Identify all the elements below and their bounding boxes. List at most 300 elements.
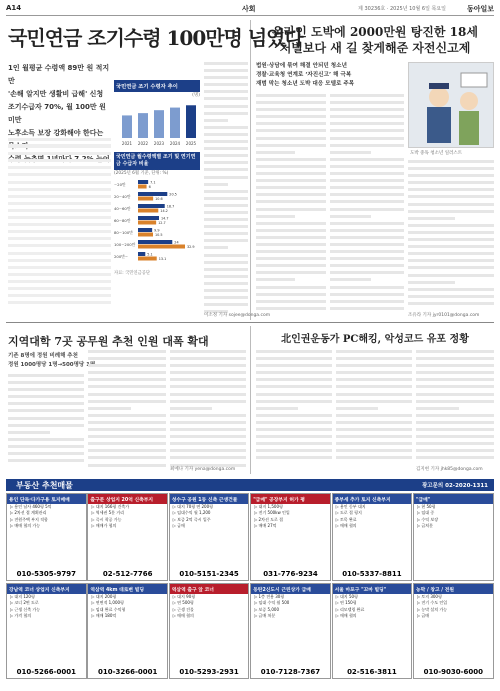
text-line (330, 264, 404, 271)
text-line (336, 435, 412, 442)
text-line (256, 271, 326, 278)
ad-title: 출구문 상업지 20억 신축부지 (88, 494, 167, 504)
text-line (204, 161, 248, 168)
text-line (330, 257, 404, 264)
ads-banner (6, 479, 494, 491)
text-line (256, 222, 326, 229)
ad-line: ▷ 도로 접 평지 (335, 510, 362, 516)
chart-bar (154, 110, 164, 138)
ad-card[interactable] (87, 493, 168, 581)
text-line (256, 449, 332, 456)
ad-phone[interactable]: 010-5305-9797 (16, 570, 76, 578)
ad-card[interactable] (169, 493, 250, 581)
text-line (204, 147, 248, 154)
ad-line: ▷ 보증 5,000 (254, 606, 279, 612)
text-line (204, 97, 248, 104)
article2-body-col3 (408, 160, 494, 310)
ad-line: ▷ 코너 2면 도로 (10, 600, 39, 606)
ad-phone[interactable]: 010-5266-0001 (16, 668, 76, 676)
text-line (8, 409, 84, 416)
ad-line: ▷ 임대수익 월 1,200 (172, 510, 211, 516)
ad-line: ▷ 매매 협의 (172, 613, 194, 619)
ad-line: ▷ 매매 180억 (91, 613, 117, 619)
text-line (416, 428, 494, 435)
ad-title: 서울 마포구 "꼬마 빌딩" (333, 584, 412, 594)
text-line (256, 307, 326, 314)
ad-line: ▷ 급매 (172, 523, 185, 529)
text-line (256, 350, 332, 357)
chart-bar (138, 233, 153, 237)
text-line (8, 424, 84, 431)
ad-phone[interactable]: 010-9030-6000 (423, 668, 483, 676)
chart-data-label: 14.7 (161, 216, 169, 221)
text-line (88, 407, 131, 414)
chart-tick-label: 2022 (137, 141, 149, 146)
text-line (256, 229, 326, 236)
text-line (256, 414, 332, 421)
chart-bar (138, 197, 153, 201)
lead-line: 1인 월평균 수령액 89만 원 적지만 (8, 64, 110, 85)
text-line (408, 224, 494, 231)
text-line (256, 264, 326, 271)
ad-line: ▷ 급매 처분 (254, 613, 276, 619)
text-line (416, 456, 494, 463)
text-line (8, 388, 84, 395)
ad-card[interactable] (250, 493, 331, 581)
ad-phone[interactable]: 02-516-3811 (347, 668, 397, 676)
text-line (256, 442, 332, 449)
text-line (256, 364, 332, 371)
ad-title: 용인 단독·다가구용 토지매매 (7, 494, 86, 504)
text-line (408, 259, 494, 266)
article3-body-col2 (336, 350, 412, 470)
ad-card[interactable] (413, 583, 494, 679)
text-line (416, 357, 494, 364)
text-line (204, 204, 248, 211)
text-line (204, 133, 248, 140)
text-line (336, 350, 412, 357)
text-line (170, 400, 246, 407)
chart-bar (122, 115, 132, 138)
ad-card[interactable] (6, 583, 87, 679)
article4-body (8, 374, 84, 472)
article4-sub (8, 352, 95, 370)
chart-data-label: 13.1 (158, 257, 167, 261)
text-line (170, 350, 246, 357)
ad-title: 동탄2신도시 근린상가 급매 (251, 584, 330, 594)
text-line (8, 445, 84, 452)
chart-source: 자료: 국민연금공단 (114, 271, 151, 276)
text-line (416, 407, 459, 414)
text-line (336, 456, 412, 463)
text-line (204, 303, 248, 310)
text-line (88, 435, 166, 442)
ad-line: ▷ 연 500평 (172, 600, 194, 606)
sub-line: 경찰·교육청 연계로 ‘자진신고’ 해 극복 (256, 72, 352, 78)
text-line (336, 449, 412, 456)
ad-line: ▷ 대지 1,500평 (254, 504, 283, 509)
chart-bar (138, 113, 148, 138)
text-line (256, 122, 326, 129)
text-line (88, 449, 166, 456)
text-line (88, 400, 166, 407)
text-line (416, 371, 494, 378)
ad-line: ▷ 매매 협의 (335, 613, 357, 619)
text-line (8, 395, 84, 402)
headline-line: 처벌보다 새 길 찾게해준 자전신고제 (279, 41, 471, 55)
text-line (88, 421, 166, 428)
text-line (256, 186, 326, 193)
chart-data-label: 9.9 (154, 228, 160, 233)
ad-phone[interactable]: 010-5293-2931 (179, 668, 239, 676)
text-line (408, 252, 494, 259)
ad-line: ▷ 역세권 5분 거리 (91, 510, 125, 516)
ad-card[interactable] (6, 493, 87, 581)
text-line (8, 438, 84, 445)
text-line (330, 236, 404, 243)
byline: 이소정 기자 sojee@donga.com (204, 313, 271, 318)
text-line (204, 225, 248, 232)
text-line (88, 393, 166, 400)
chart-data-label: 14.2 (160, 209, 168, 213)
text-line (256, 215, 295, 222)
article3-body-col3 (416, 350, 494, 470)
text-line (336, 385, 412, 392)
text-line (88, 357, 166, 364)
sub-line: 정원 1000명당 1명→500명당 1명 (8, 362, 96, 368)
ad-line: ▷ 보증 2억 즉시 입주 (172, 516, 211, 522)
ad-line: ▷ 임대 완료 수익형 (91, 606, 126, 612)
ad-line: ▷ 대지 50평 (335, 594, 358, 599)
ad-line: ▷ 전원주택 부지 적합 (10, 516, 48, 522)
chart-tick-label: 2024 (169, 141, 181, 146)
text-line (170, 371, 246, 378)
lead-line: '손해 알지만 생활비 급해' 신청 (8, 90, 104, 98)
text-line (204, 246, 228, 253)
text-line (170, 428, 246, 435)
text-line (330, 144, 404, 151)
text-line (88, 364, 166, 371)
ad-phone[interactable]: 010-5337-8811 (342, 570, 402, 578)
chart-data-label: 7.1 (150, 180, 156, 185)
ad-phone[interactable]: 031-776-9234 (263, 570, 318, 578)
text-line (204, 190, 248, 197)
text-line (408, 245, 494, 252)
page-number: A14 (6, 4, 22, 12)
text-line (256, 400, 332, 407)
text-line (88, 385, 166, 392)
text-line (256, 137, 326, 144)
ad-line: ▷ 대지 200평 (91, 594, 117, 599)
text-line (204, 83, 248, 90)
text-line (170, 442, 246, 449)
lead-line: 조기수급자 70%, 월 100만 원 미만 (8, 103, 106, 124)
column-divider (250, 20, 251, 320)
text-line (416, 350, 494, 357)
text-line (170, 414, 246, 421)
ad-phone[interactable]: 010-5151-2345 (179, 570, 239, 578)
text-line (88, 428, 166, 435)
chart-tick-label: 20~40만 (114, 194, 131, 199)
ad-line: ▷ 현 50평 (417, 504, 436, 509)
text-line (330, 293, 404, 300)
text-line (204, 168, 248, 175)
chart-data-label: 10.6 (155, 197, 163, 201)
text-line (256, 456, 332, 463)
text-line (408, 288, 494, 295)
text-line (330, 307, 404, 314)
text-line (330, 222, 404, 229)
ad-phone[interactable]: 010-3266-0001 (97, 668, 158, 676)
chart-unit: (명) (192, 93, 200, 98)
column-divider-lower (250, 326, 251, 474)
text-line (204, 183, 228, 190)
chart-bar (138, 221, 156, 225)
text-line (256, 407, 298, 414)
text-line (408, 295, 494, 302)
ad-title: 역삼역 4km 대로변 빌딩 (88, 584, 167, 594)
chart-tick-label: 60~80만 (114, 218, 131, 223)
text-line (408, 160, 494, 167)
text-line (330, 122, 404, 129)
text-line (170, 449, 246, 456)
chart-bar (138, 216, 159, 220)
chart-bar (138, 240, 172, 244)
text-line (204, 218, 248, 225)
ad-card[interactable] (413, 493, 494, 581)
text-line (336, 414, 412, 421)
chart-tick-label: 2021 (121, 141, 133, 146)
article4-headline: 지역대학 7곳 공무원 추천 인원 대폭 확대 (8, 335, 209, 348)
byline2: 조유라 기자 jyr0101@donga.com (408, 313, 480, 318)
text-line (256, 250, 326, 257)
article4-body-col2 (88, 350, 166, 472)
text-line (336, 371, 412, 378)
text-line (330, 193, 404, 200)
chart-bar (138, 209, 158, 213)
text-line (408, 181, 494, 188)
text-line (408, 302, 494, 309)
text-line (204, 90, 248, 97)
ad-line: ▷ 전기 수도 인입 (417, 600, 448, 606)
text-line (330, 229, 404, 236)
chart2-unit: (2025년 6월 기준, 단위: %) (114, 171, 169, 176)
ad-line: ▷ 급매 (417, 613, 430, 619)
text-line (256, 101, 326, 108)
ad-line: ▷ 토목 완료 (335, 516, 357, 522)
ad-line: ▷ 전기 500kw 인입 (254, 510, 290, 516)
chart-tick-label: 100~200만 (114, 242, 136, 247)
text-line (204, 105, 248, 112)
chart-bar (138, 252, 145, 256)
text-line (204, 268, 248, 275)
text-line (256, 243, 326, 250)
text-line (330, 208, 404, 215)
text-line (204, 62, 248, 69)
ad-line: ▷ 매매 27억 (254, 523, 277, 529)
ad-line: ▷ 임대 중 (417, 510, 435, 516)
text-line (416, 435, 494, 442)
ad-line: ▷ 용인 남사 460평 5억 (10, 504, 52, 509)
ad-title: 농막 / 창고 / 전원 (414, 584, 493, 594)
text-line (416, 449, 494, 456)
section-title: 사회 (242, 5, 256, 13)
chart-title: 국민연금 조기 수령자 추이 (114, 80, 200, 92)
ad-line: ▷ 급처분 (417, 523, 433, 529)
text-line (330, 101, 404, 108)
text-line (256, 115, 326, 122)
text-line (256, 94, 326, 101)
ad-line: ▷ 임대 수익 월 500 (254, 600, 290, 606)
text-line (336, 421, 412, 428)
text-line (330, 151, 371, 158)
ads-contact: 광고문의 02-2020-1311 (421, 483, 488, 489)
ad-line: ▷ 가격 협의 (10, 613, 32, 619)
illustration-caption: 도박 중독 청소년 일러스트 (410, 151, 463, 156)
text-line (204, 197, 248, 204)
text-line (204, 126, 248, 133)
ad-card[interactable] (169, 583, 250, 679)
ad-card[interactable] (332, 583, 413, 679)
ad-line: ▷ 대지 70평 연 200평 (172, 504, 214, 509)
text-line (170, 435, 246, 442)
text-line (8, 459, 84, 466)
ad-line: ▷ 매매 협의 가능 (10, 523, 41, 529)
byline3: 김지현 기자 jhk85@donga.com (416, 467, 483, 472)
ad-title: "급매" 공장부지 허가 평 (251, 494, 330, 504)
chart-data-label: 20.5 (169, 192, 177, 197)
text-line (256, 293, 326, 300)
text-line (88, 414, 166, 421)
text-line (170, 357, 246, 364)
officer-illustration (409, 63, 494, 148)
text-line (170, 364, 246, 371)
text-line (330, 300, 404, 307)
text-line (408, 274, 494, 281)
text-line (8, 417, 84, 424)
ad-card[interactable] (332, 493, 413, 581)
text-line (204, 69, 248, 76)
text-line (330, 179, 404, 186)
text-line (330, 250, 404, 257)
sub-line: 법원·상담에 묶여 해결 안되던 청소년 (256, 63, 347, 69)
text-line (256, 428, 332, 435)
text-line (330, 129, 404, 136)
text-line (256, 108, 326, 115)
chart-data-label: 32.9 (187, 245, 195, 249)
text-line (408, 195, 494, 202)
ad-line: ▷ 농막 설치 가능 (417, 606, 448, 612)
text-line (408, 231, 494, 238)
ad-line: ▷ 용인 동부 대지 (335, 504, 366, 509)
chart-tick-label: 200만~ (114, 254, 129, 259)
illustration (408, 62, 494, 148)
text-line (256, 179, 326, 186)
text-line (256, 158, 326, 165)
ad-title: 종부세 추가 토지 신축부지 (333, 494, 412, 504)
text-line (416, 378, 494, 385)
chart-data-label: 6 (148, 185, 151, 189)
text-line (408, 217, 455, 224)
page-header (6, 4, 494, 16)
text-line (330, 243, 404, 250)
chart-data-label: 12.7 (158, 221, 166, 225)
text-line (88, 456, 166, 463)
text-line (256, 172, 326, 179)
text-line (330, 172, 404, 179)
ad-line: ▷ 토지 300평 (417, 594, 442, 599)
text-line (256, 129, 326, 136)
ad-line: ▷ 대지 166평 건축가 (91, 504, 130, 509)
text-line (408, 281, 455, 288)
text-line (416, 414, 494, 421)
ad-phone[interactable]: 010-7128-7367 (260, 668, 321, 676)
newspaper-logo: 동아일보 (466, 5, 494, 13)
ad-line: ▷ 연면적 1,000평 (91, 600, 124, 606)
ad-card[interactable] (250, 583, 331, 679)
article3-body (256, 350, 332, 470)
text-line (256, 371, 332, 378)
text-line (330, 108, 404, 115)
text-line (336, 357, 412, 364)
ad-line: ▷ 즉시 착공 가능 (91, 516, 122, 522)
ad-title: 역삼역 출구 앞 코너 (170, 584, 249, 594)
text-line (204, 112, 248, 119)
ad-title: "급매" (414, 494, 493, 504)
lead-line: 수령 늦추면 1년마다 7.2% 늘어 (8, 155, 110, 163)
ad-phone[interactable]: 02-512-7766 (102, 570, 153, 578)
text-line (408, 238, 494, 245)
ad-line: ▷ 대지 120평 (10, 594, 35, 599)
article-body (8, 138, 111, 318)
lead-line: 노후소득 보장 강화해야 한다는 목소리 (8, 129, 104, 150)
text-line (256, 421, 332, 428)
text-line (408, 210, 494, 217)
sub-line: 기존 8명에 정원 비례해 추천 (8, 353, 78, 359)
chart-tick-label: 2023 (153, 141, 165, 146)
text-line (170, 456, 246, 463)
ad-line: ▷ 2차선 도로 접 (254, 516, 283, 522)
chart-data-label: 18.7 (166, 204, 175, 209)
text-line (408, 203, 494, 210)
ads-title: 부동산 추천매물 (16, 481, 73, 490)
ad-line: ▷ 리모델링 완료 (335, 606, 365, 612)
text-line (204, 239, 248, 246)
ad-card[interactable] (87, 583, 168, 679)
text-line (204, 176, 248, 183)
text-line (256, 393, 332, 400)
text-line (416, 364, 494, 371)
text-line (170, 378, 246, 385)
text-line (170, 393, 246, 400)
text-line (8, 402, 84, 409)
article3-headline: 北인권운동가 PC해킹, 악성코드 유포 정황 (281, 334, 469, 345)
chart-tick-label: ~20만 (114, 182, 126, 187)
chart-tick-label: 40~60만 (114, 206, 131, 211)
text-line (88, 371, 166, 378)
text-line (256, 165, 326, 172)
text-line (408, 188, 494, 195)
ad-line: ▷ 근생 건물 (172, 606, 194, 612)
text-line (330, 186, 404, 193)
chart-bar (138, 245, 185, 249)
text-line (256, 300, 326, 307)
text-line (330, 165, 404, 172)
text-line (204, 232, 248, 239)
text-line (88, 378, 166, 385)
article2-body (256, 94, 326, 320)
text-line (416, 385, 494, 392)
